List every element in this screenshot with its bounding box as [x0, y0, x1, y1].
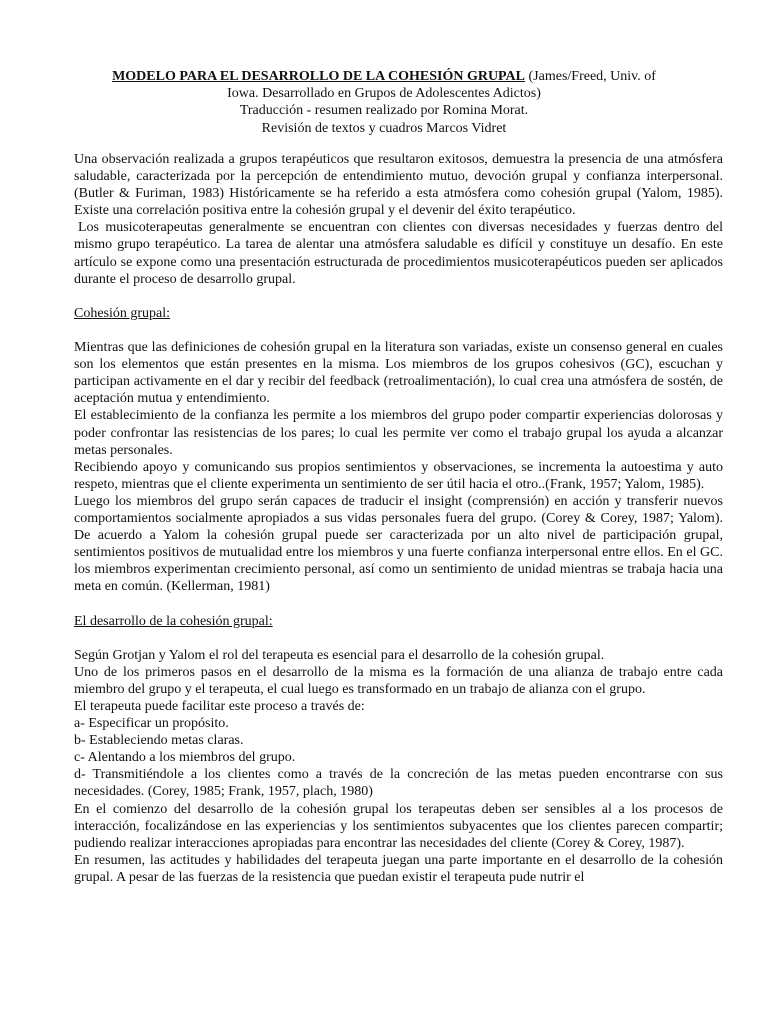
document-title: MODELO PARA EL DESARROLLO DE LA COHESIÓN GRUPAL: [112, 69, 526, 84]
list-item: d- Transmitiéndole a los clientes como a través de la concreción de las metas pueden encontrarse con sus necesidades. (Corey, 1985; Frank, 1957, plach, 1980): [74, 767, 723, 800]
header-revision-credit: Revisión de textos y cuadros Marcos Vidret: [261, 120, 507, 136]
intro-paragraph-2-text: Los musicoterapeutas generalmente se encuentran con clientes con diversas necesidades y fuerzas dentro del mismo grupo terapéutico. La tarea de alentar una atmósfera saludable es difícil y constituye un desafío. En este artículo se expone como una presentación estructurada de procedimientos musicoterapéuticos pueden ser aplicados durante el proceso de desarrollo grupal.: [74, 220, 723, 287]
title-attribution: (James/Freed, Univ. of: [525, 69, 656, 84]
spacer: [74, 288, 723, 305]
section2-paragraph-3: El terapeuta puede facilitar este proceso a través de:: [74, 699, 365, 714]
section1-paragraph-3: Recibiendo apoyo y comunicando sus propios sentimientos y observaciones, se incrementa la autoestima y auto respeto, mientras que el cliente experimenta un sentimiento de ser útil hacia el otro..(Frank, 1957; Yalom, 1985).: [74, 459, 723, 492]
header-line-1: [74, 68, 694, 85]
list-item: b- Estableciendo metas claras.: [74, 733, 244, 749]
list-item: a- Especificar un propósito.: [74, 716, 229, 732]
intro-paragraph-2: [74, 219, 723, 287]
section1-paragraph-1: Mientras que las definiciones de cohesión grupal en la literatura son variadas, existe un consenso general en cuales son los elementos que están presentes en la misma. Los miembros de los grupos cohesivos (GC), escuchan y participan activamente en el dar y recibir del feedback (retroalimentación), lo cual crea una atmósfera de sostén, de aceptación mutua y entendimiento.: [74, 340, 723, 407]
section2-paragraph-1: Según Grotjan y Yalom el rol del terapeuta es esencial para el desarrollo de la cohesión grupal.: [74, 647, 605, 663]
section1-paragraph-4: Luego los miembros del grupo serán capaces de traducir el insight (comprensión) en acción y transferir nuevos comportamientos socialmente apropiados a sus vidas personales fuera del grupo. (Corey & Corey, 1987; Yalom). De acuerdo a Yalom la cohesión grupal puede ser caracterizada por un alto nivel de participación grupal, sentimientos positivos de mutualidad entre los miembros y una fuerte confianza interpersonal entre ellos. En el GC. los miembros experimentan crecimiento personal, así como un sentimiento de unidad mientras se trabaja hacia una meta en común. (Kellerman, 1981): [74, 493, 723, 595]
list-item: c- Alentando a los miembros del grupo.: [74, 750, 296, 766]
spacer: [74, 630, 723, 647]
intro-paragraph-1: Una observación realizada a grupos terapéuticos que resultaron exitosos, demuestra la presencia de una atmósfera saludable, caracterizada por la percepción de entendimiento mutuo, devoción grupal y confianza interpersonal. (Butler & Furiman, 1983) Históricamente se ha referido a esta atmósfera como cohesión grupal (Yalom, 1985). Existe una correlación positiva entre la cohesión grupal y el devenir del éxito terapéutico.: [74, 152, 723, 219]
spacer: [74, 595, 723, 612]
document-body: [74, 151, 723, 886]
section2-paragraph-2: Uno de los primeros pasos en el desarrollo de la misma es la formación de una alianza de trabajo entre cada miembro del grupo y el terapeuta, el cual luego es transformado en un trabajo de alianza con el grupo.: [74, 664, 723, 697]
section-heading-cohesion: Cohesión grupal:: [74, 305, 171, 321]
section2-paragraph-5: En resumen, las actitudes y habilidades del terapeuta juegan una parte importante en el desarrollo de la cohesión grupal. A pesar de las fuerzas de la resistencia que puedan existir el terapeuta pude nutrir el: [74, 852, 723, 885]
section1-paragraph-2: El establecimiento de la confianza les permite a los miembros del grupo poder compartir experiencias dolorosas y poder confrontar las resistencias de los pares; lo cual les permite ver como el trabajo grupal los ayuda a alcanzar metas personales.: [74, 408, 723, 458]
document-header: [74, 68, 694, 137]
section2-paragraph-4: En el comienzo del desarrollo de la cohesión grupal los terapeutas deben ser sensibles al a los procesos de interacción, focalizándose en las experiencias y los sentimientos subyacentes que los clientes parecen compartir; pudiendo realizar interacciones apropiadas para encontrar las necesidades del cliente (Corey & Corey, 1987).: [74, 801, 723, 851]
header-line-2: Iowa. Desarrollado en Grupos de Adolescentes Adictos): [227, 86, 541, 102]
header-translation-credit: Traducción - resumen realizado por Romina Morat.: [239, 103, 529, 119]
spacer: [74, 322, 723, 339]
section-heading-development: El desarrollo de la cohesión grupal:: [74, 613, 273, 629]
